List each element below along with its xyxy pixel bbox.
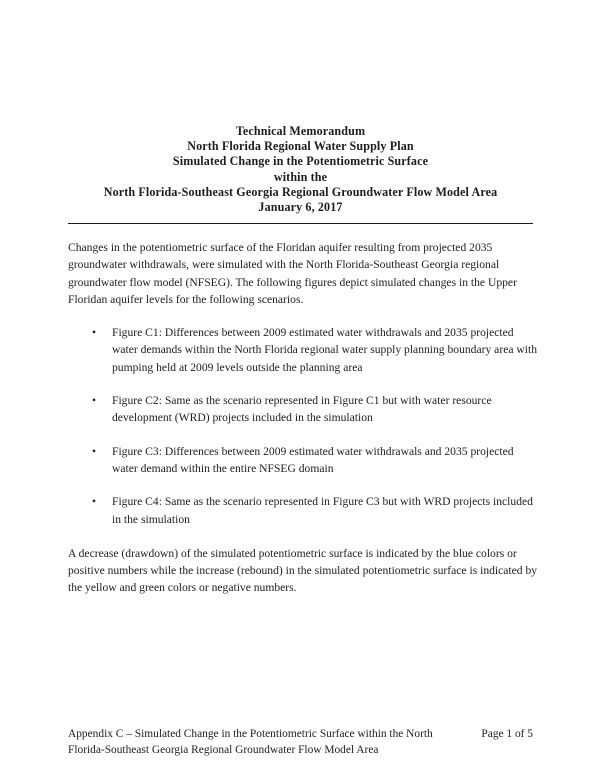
- scenario-bullet-list: [68, 324, 538, 528]
- title-line-2: North Florida Regional Water Supply Plan: [187, 139, 414, 154]
- list-item: [68, 392, 538, 427]
- intro-paragraph: Changes in the potentiometric surface of the Floridan aquifer resulting from projected 2035 groundwater withdrawals, were simulated with the North Florida-Southeast Georgia regional groundwater flow model (NFSEG). The following figures depict simulated changes in the Upper Floridan aquifer levels for the following scenarios.: [68, 241, 517, 306]
- page-footer: [68, 726, 533, 759]
- bullet-icon: •: [92, 326, 97, 340]
- document-body: [68, 239, 538, 597]
- title-divider-rule: [68, 223, 533, 224]
- title-line-4: within the: [273, 169, 328, 184]
- closing-paragraph: A decrease (drawdown) of the simulated potentiometric surface is indicated by the blue colors or positive numbers while the increase (rebound) in the simulated potentiometric surface is indicated by the yellow and green colors or negative numbers.: [68, 546, 538, 595]
- bullet-icon: •: [92, 394, 97, 408]
- title-line-3: Simulated Change in the Potentiometric Surface: [172, 154, 429, 169]
- list-item-text: Figure C2: Same as the scenario represented in Figure C1 but with water resource development (WRD) projects included in the simulation: [112, 394, 492, 425]
- title-line-1: Technical Memorandum: [235, 124, 366, 138]
- list-item-text: Figure C4: Same as the scenario represented in Figure C3 but with WRD projects included in the simulation: [112, 495, 533, 526]
- footer-appendix-text: Appendix C – Simulated Change in the Potentiometric Surface within the North Florida-Southeast Georgia Regional Groundwater Flow Model Area: [68, 728, 433, 757]
- list-item: [68, 324, 538, 376]
- bullet-icon: •: [92, 444, 97, 458]
- footer-page-number: Page 1 of 5: [481, 728, 533, 740]
- title-line-5: North Florida-Southeast Georgia Regional Groundwater Flow Model Area: [103, 184, 498, 199]
- list-item-text: Figure C1: Differences between 2009 estimated water withdrawals and 2035 projected water demands within the North Florida regional water supply planning boundary area with pumping held at 2009 levels outside the planning area: [112, 326, 537, 374]
- list-item-text: Figure C3: Differences between 2009 estimated water withdrawals and 2035 projected water demand within the entire NFSEG domain: [112, 444, 514, 475]
- bullet-icon: •: [92, 495, 97, 509]
- list-item: [68, 443, 538, 478]
- title-line-6-date: January 6, 2017: [258, 200, 343, 215]
- title-block: [68, 124, 533, 215]
- list-item: [68, 493, 538, 528]
